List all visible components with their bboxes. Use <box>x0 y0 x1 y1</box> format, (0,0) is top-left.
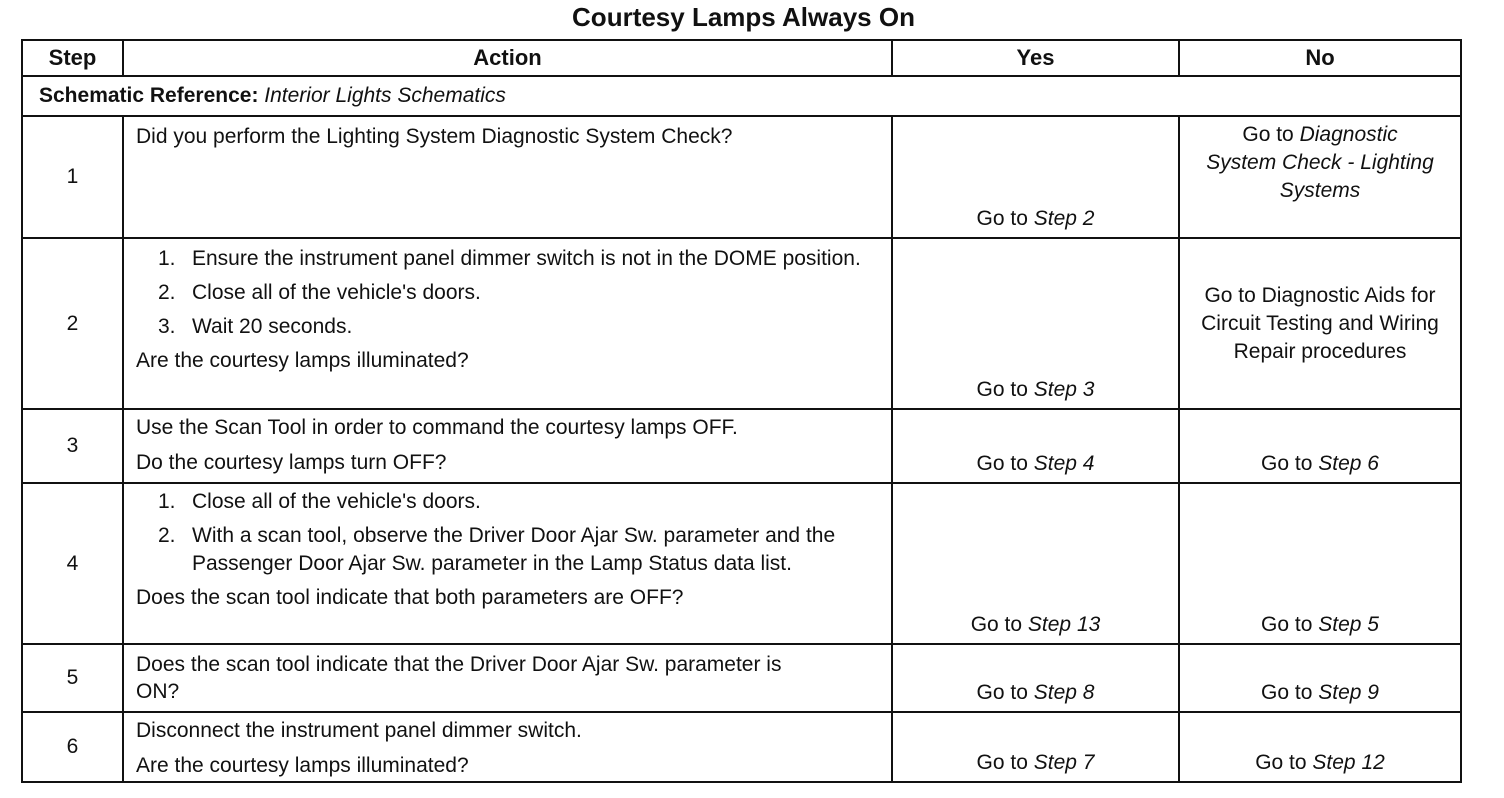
no-link[interactable]: Step 9 <box>1318 681 1379 704</box>
schematic-link[interactable]: Interior Lights Schematics <box>264 84 506 107</box>
no-text: Go to Diagnostic Aids for Circuit Testing and Wiring Repair procedures <box>1201 283 1439 363</box>
table-row <box>22 483 1461 644</box>
table-row <box>22 116 1461 238</box>
no-cell <box>1179 116 1461 238</box>
no-cell <box>1179 644 1461 712</box>
action-line: Disconnect the instrument panel dimmer switch. <box>136 719 582 742</box>
yes-prefix: Go to <box>976 207 1028 230</box>
action-question: Are the courtesy lamps illuminated? <box>136 349 469 372</box>
action-question: Do the courtesy lamps turn OFF? <box>136 451 447 474</box>
yes-cell <box>892 712 1179 782</box>
list-item: 1. Ensure the instrument panel dimmer switch is not in the DOME position. <box>158 247 861 270</box>
yes-prefix: Go to <box>976 751 1028 774</box>
no-cell <box>1179 712 1461 782</box>
yes-link[interactable]: Step 2 <box>1033 207 1095 230</box>
action-cell <box>123 238 892 409</box>
table-row <box>22 712 1461 782</box>
action-question: Does the scan tool indicate that the Driver Door Ajar Sw. parameter is ON? <box>136 653 782 703</box>
table-row <box>22 409 1461 483</box>
yes-cell <box>892 409 1179 483</box>
no-prefix: Go to <box>1242 123 1294 146</box>
no-link[interactable]: Step 5 <box>1318 613 1379 636</box>
step-number: 2 <box>22 238 123 409</box>
step-number: 5 <box>22 644 123 712</box>
action-steps <box>136 245 881 341</box>
no-link[interactable]: Step 6 <box>1318 452 1379 475</box>
schematic-row <box>22 76 1461 116</box>
table-row <box>22 644 1461 712</box>
action-cell <box>123 644 892 712</box>
schematic-reference <box>22 76 1461 116</box>
no-prefix: Go to <box>1255 751 1307 774</box>
yes-cell <box>892 644 1179 712</box>
no-prefix: Go to <box>1261 613 1313 636</box>
no-prefix: Go to <box>1261 681 1313 704</box>
header-yes: Yes <box>892 40 1179 76</box>
step-number: 3 <box>22 409 123 483</box>
yes-prefix: Go to <box>970 613 1023 636</box>
header-row <box>22 40 1461 76</box>
yes-link[interactable]: Step 7 <box>1033 751 1095 774</box>
yes-prefix: Go to <box>976 681 1028 704</box>
action-line: Use the Scan Tool in order to command the courtesy lamps OFF. <box>136 416 738 439</box>
list-item: 3. Wait 20 seconds. <box>158 315 353 338</box>
page-title: Courtesy Lamps Always On <box>572 2 915 32</box>
action-cell <box>123 409 892 483</box>
action-cell <box>123 116 892 238</box>
list-item: 1. Close all of the vehicle's doors. <box>158 490 481 513</box>
yes-prefix: Go to <box>976 378 1028 401</box>
step-number: 1 <box>22 116 123 238</box>
table-row <box>22 238 1461 409</box>
yes-link[interactable]: Step 3 <box>1033 378 1095 401</box>
no-link[interactable]: Step 12 <box>1312 751 1385 774</box>
no-cell <box>1179 483 1461 644</box>
no-cell <box>1179 409 1461 483</box>
no-prefix: Go to <box>1261 452 1313 475</box>
yes-link[interactable]: Step 8 <box>1033 681 1095 704</box>
list-item: 2. Close all of the vehicle's doors. <box>158 281 481 304</box>
schematic-label: Schematic Reference: <box>39 84 259 107</box>
step-number: 4 <box>22 483 123 644</box>
header-step: Step <box>22 40 123 76</box>
no-link[interactable]: Diagnostic System Check - Lighting Systems <box>1206 123 1434 202</box>
action-cell <box>123 712 892 782</box>
yes-link[interactable]: Step 4 <box>1033 452 1095 475</box>
no-cell <box>1179 238 1461 409</box>
header-no: No <box>1179 40 1461 76</box>
action-steps <box>136 488 881 578</box>
action-question: Are the courtesy lamps illuminated? <box>136 754 469 777</box>
yes-link[interactable]: Step 13 <box>1027 613 1101 636</box>
yes-cell <box>892 483 1179 644</box>
yes-cell <box>892 238 1179 409</box>
header-action: Action <box>123 40 892 76</box>
action-question: Did you perform the Lighting System Diagnostic System Check? <box>136 125 733 148</box>
diagnostic-table <box>21 39 1462 783</box>
yes-prefix: Go to <box>976 452 1028 475</box>
yes-cell <box>892 116 1179 238</box>
action-cell <box>123 483 892 644</box>
list-item: 2. With a scan tool, observe the Driver Door Ajar Sw. parameter and the Passenger Door Ajar Sw. parameter in the Lamp Status data list. <box>158 524 836 575</box>
step-number: 6 <box>22 712 123 782</box>
action-question: Does the scan tool indicate that both parameters are OFF? <box>136 586 684 609</box>
